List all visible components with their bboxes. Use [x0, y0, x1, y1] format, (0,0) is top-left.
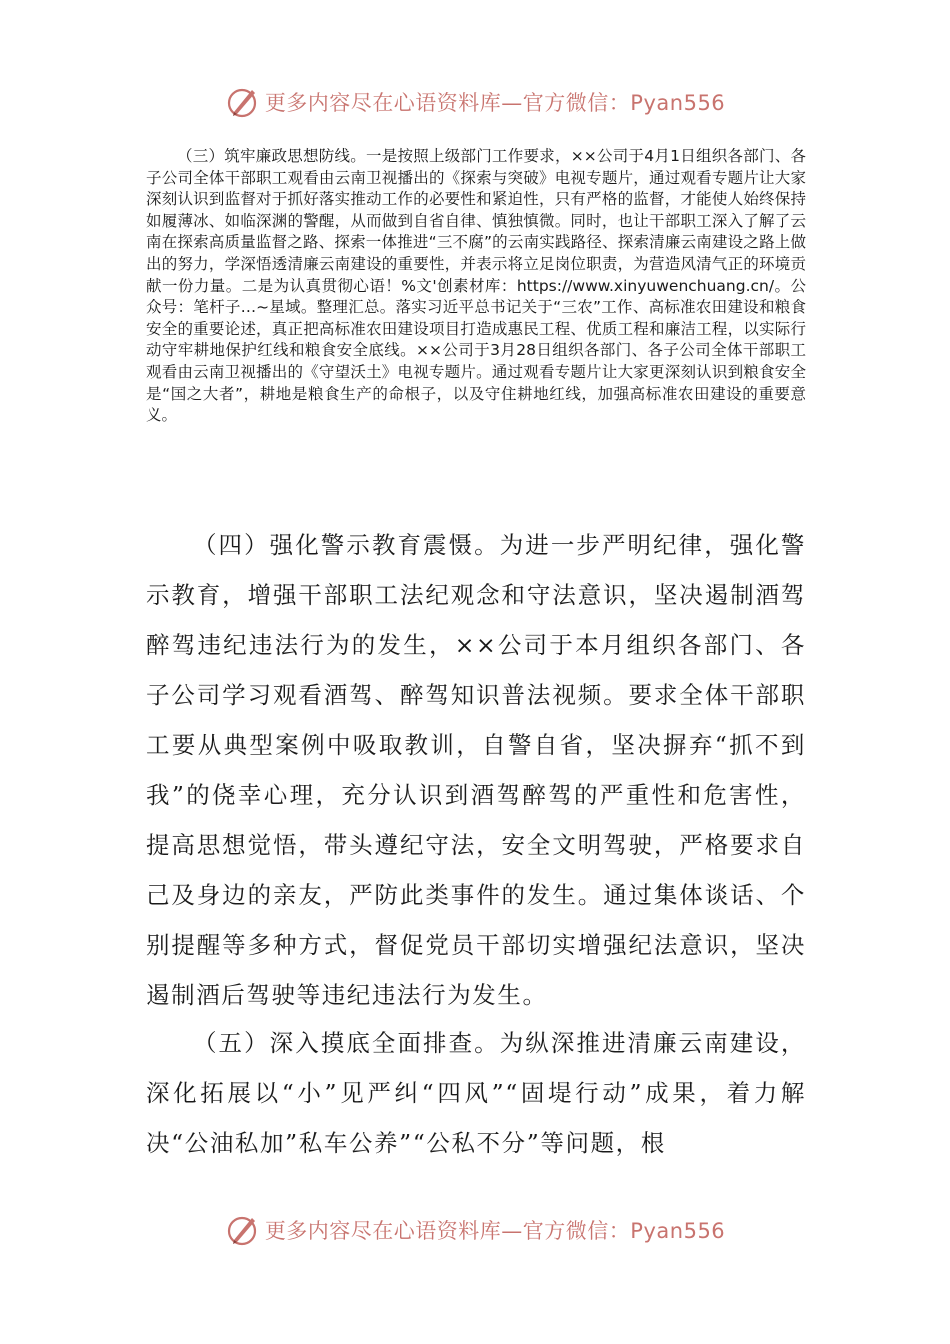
watermark-text: 更多内容尽在心语资料库—官方微信：Pyan556: [264, 91, 726, 115]
watermark-text: 更多内容尽在心语资料库—官方微信：Pyan556: [264, 1219, 726, 1243]
watermark-banner-top: [0, 82, 950, 122]
paragraph-section-5: （五）深入摸底全面排查。为纵深推进清廉云南建设，深化拓展以“小”见严纠“四风”“固堤行动”成果，着力解决“公油私加”私车公养”“公私不分”等问题，根: [146, 1029, 806, 1157]
quill-pen-logo-icon: [225, 1212, 261, 1248]
paragraph-section-3: （三）筑牢廉政思想防线。一是按照上级部门工作要求，××公司于4月1日组织各部门、各子公司全体干部职工观看由云南卫视播出的《探索与突破》电视专题片，通过观看专题片让大家深刻认识到监督对于抓好落实推动工作的必要性和紧迫性，只有严格的监督，才能使人始终保持如履薄冰、如临深渊的警醒，从而做到自省自律、慎独慎微。同时，也让干部职工深入了解了云南在探索高质量监督之路、探索一体推进“三不腐”的云南实践路径、探索清廉云南建设之路上做出的努力，学深悟透清廉云南建设的重要性，并表示将立足岗位职责，为营造风清气正的环境贡献一份力量。二是为认真贯彻心语！%文'创素材库：https://www.xinyuwenchuang.cn/。公众号：笔杆子…~星域。整理汇总。落实习近平总书记关于“三农”工作、高标准农田建设和粮食安全的重要论述，真正把高标准农田建设项目打造成惠民工程、优质工程和廉洁工程，以实际行动守牢耕地保护红线和粮食安全底线。××公司于3月28日组织各部门、各子公司全体干部职工观看由云南卫视播出的《守望沃土》电视专题片。通过观看专题片让大家更深刻认识到粮食安全是“国之大者”，耕地是粮食生产的命根子，以及守住耕地红线，加强高标准农田建设的重要意义。: [146, 147, 806, 425]
watermark-banner-bottom: [0, 1210, 950, 1250]
paragraph-section-4: （四）强化警示教育震慑。为进一步严明纪律，强化警示教育，增强干部职工法纪观念和守法意识，坚决遏制酒驾醉驾违纪违法行为的发生，××公司于本月组织各部门、各子公司学习观看酒驾、醉驾知识普法视频。要求全体干部职工要从典型案例中吸取教训，自警自省，坚决摒弃“抓不到我”的侥幸心理，充分认识到酒驾醉驾的严重性和危害性，提高思想觉悟，带头遵纪守法，安全文明驾驶，严格要求自己及身边的亲友，严防此类事件的发生。通过集体谈话、个别提醒等多种方式，督促党员干部切实增强纪法意识，坚决遏制酒后驾驶等违纪违法行为发生。: [146, 531, 806, 1009]
quill-pen-logo-icon: [225, 84, 261, 120]
